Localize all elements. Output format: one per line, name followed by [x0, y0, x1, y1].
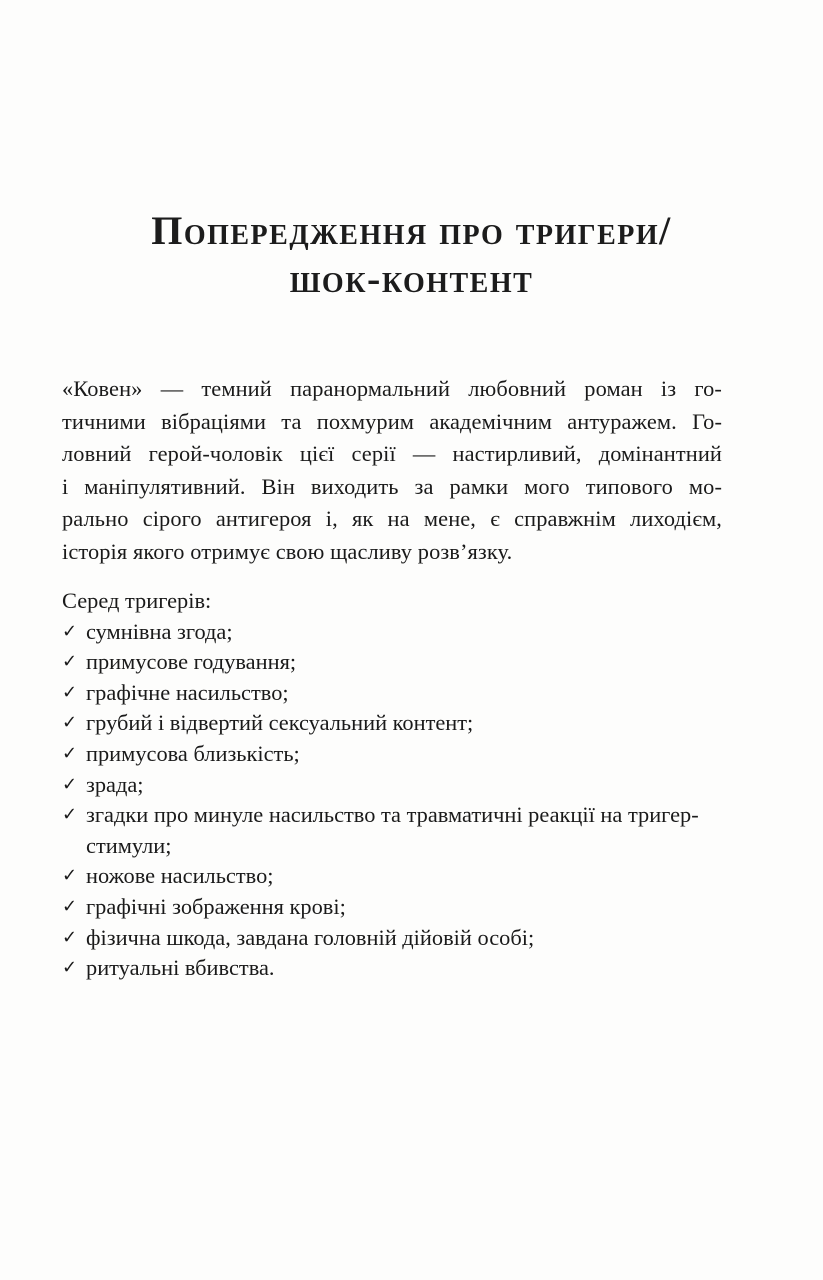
page-title-line-2: шок-контент — [289, 255, 534, 301]
trigger-item — [62, 953, 742, 984]
page-title-line-1: Попередження про тригери/ — [151, 207, 672, 253]
page-title — [0, 207, 823, 303]
trigger-item-text: примусова близькість; — [86, 740, 300, 766]
intro-paragraph — [62, 373, 722, 569]
intro-line: ловний герой-чоловік цієї серії — настирливий, домінантний — [62, 441, 722, 467]
checkmark-icon: ✓ — [62, 773, 78, 795]
trigger-item — [62, 708, 742, 739]
checkmark-icon: ✓ — [62, 865, 78, 887]
intro-line: і маніпулятивний. Він виходить за рамки мого типового мо- — [62, 473, 722, 499]
trigger-item-text: сумнівна згода; — [86, 618, 233, 644]
checkmark-icon: ✓ — [62, 651, 78, 673]
trigger-item-text: примусове годування; — [86, 649, 297, 675]
checkmark-icon: ✓ — [62, 804, 78, 826]
intro-line: рально сірого антигероя і, як на мене, є справжнім лиходієм, — [62, 506, 722, 532]
trigger-list-lead: Серед тригерів: — [62, 588, 212, 613]
checkmark-icon: ✓ — [62, 681, 78, 703]
trigger-item — [62, 770, 742, 801]
trigger-item-text: зрада; — [86, 771, 144, 797]
trigger-item — [62, 678, 742, 709]
trigger-item-text: згадки про минуле насильство та травматичні реакції на тригер-стимули; — [86, 802, 699, 858]
trigger-item-text: графічне насильство; — [86, 679, 289, 705]
trigger-item — [62, 861, 742, 892]
trigger-item-text: ножове насильство; — [86, 863, 274, 889]
trigger-item — [62, 923, 742, 954]
trigger-item-text: графічні зображення крові; — [86, 893, 346, 919]
trigger-item-text: ритуальні вбивства. — [86, 955, 275, 981]
trigger-item — [62, 892, 742, 923]
checkmark-icon: ✓ — [62, 957, 78, 979]
trigger-item — [62, 800, 742, 861]
checkmark-icon: ✓ — [62, 926, 78, 948]
trigger-item — [62, 739, 742, 770]
trigger-item-text: грубий і відвертий сексуальний контент; — [86, 710, 474, 736]
intro-line: історія якого отримує свою щасливу розв’язку. — [62, 538, 513, 564]
trigger-item — [62, 647, 742, 678]
trigger-item-text: фізична шкода, завдана головній дійовій особі; — [86, 924, 535, 950]
checkmark-icon: ✓ — [62, 712, 78, 734]
trigger-list — [62, 617, 742, 984]
checkmark-icon: ✓ — [62, 620, 78, 642]
intro-line: тичними вібраціями та похмурим академічним антуражем. Го- — [62, 408, 722, 434]
checkmark-icon: ✓ — [62, 895, 78, 917]
checkmark-icon: ✓ — [62, 742, 78, 764]
trigger-item — [62, 617, 742, 648]
intro-line: «Ковен» — темний паранормальний любовний роман із го- — [62, 376, 722, 401]
trigger-section — [62, 586, 742, 984]
